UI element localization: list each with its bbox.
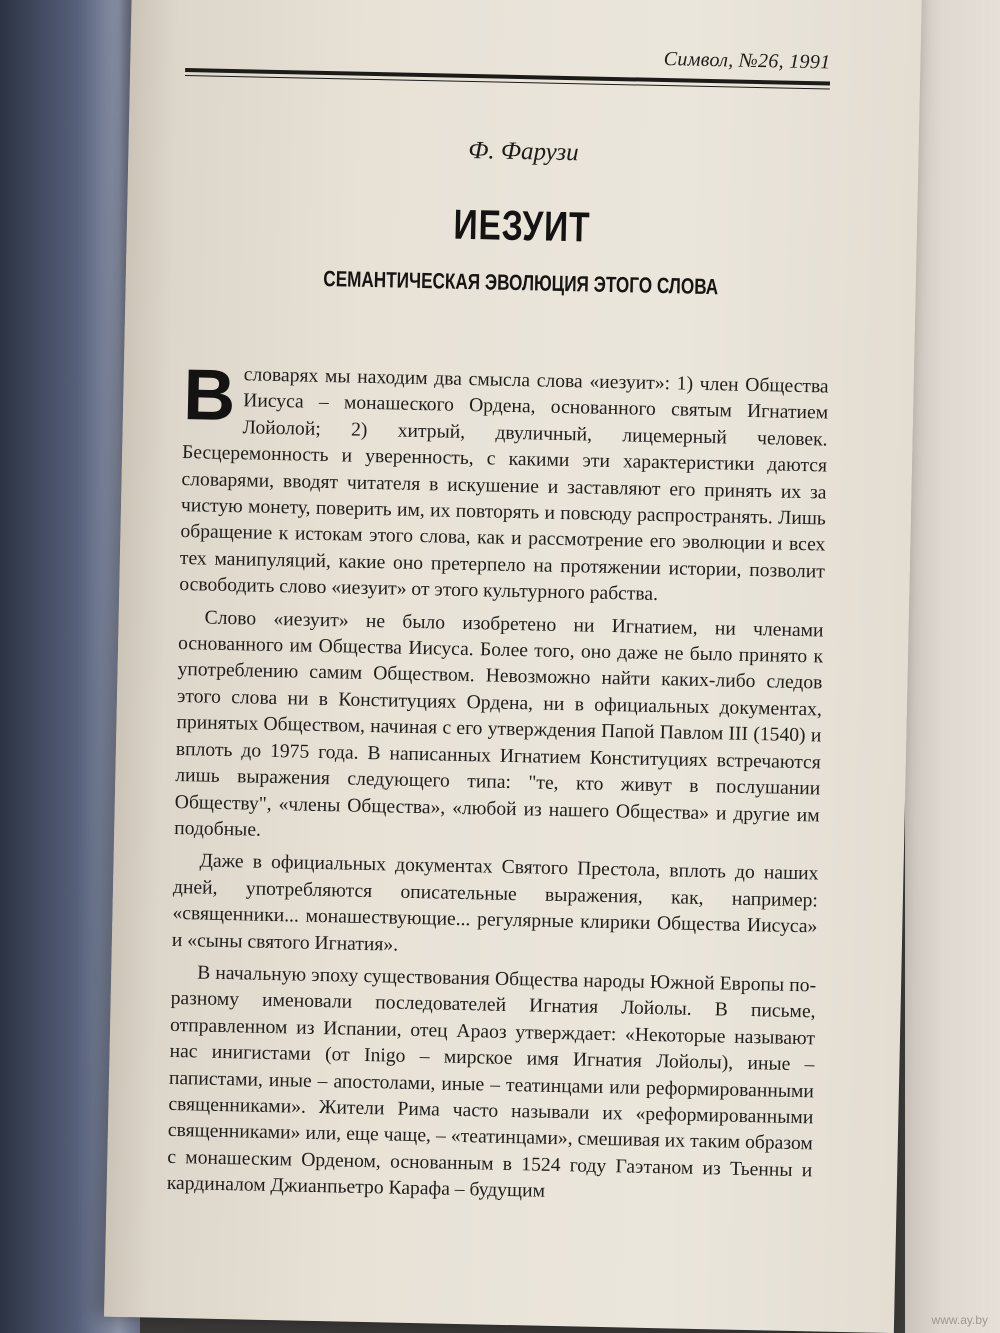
article-title: ИЕЗУИТ <box>453 200 591 251</box>
page-header <box>185 38 831 91</box>
watermark: www.ay.by <box>931 1313 988 1327</box>
paragraph: Даже в официальных документах Святого Престола, вплоть до наших дней, употребляются описательные выражения, как, например: «священники... монашествующие... регулярные клирики Общества Иисуса» и «сыны святого Игнатия». <box>171 850 819 956</box>
paragraph: Слово «иезуит» не было изобретено ни Игнатием, ни членами основанного им Общества Иисуса. Более того, оно даже не было принято к употреблению самим Обществом. Невозможно найти каких-либо следов этого слова ни в Конституциях Ордена, ни в официальных документах, принятых Обществом, начиная с его утверждения Папой Павлом III (1540) и вплоть до 1975 года. В написанных Игнатием Конституциях встречаются лишь выражения следующего типа: "те, кто живут в послушании Обществу", «члены Общества», «любой из нашего Общества» и другие им подобные. <box>174 607 824 841</box>
table-surface <box>905 0 1000 1333</box>
article-body <box>166 355 829 1217</box>
paragraph: В начальную эпоху существования Общества народы Южной Европы по-разному именовали последователей Игнатия Лойолы. В письме, отправленном из Испании, отец Араоз утверждает: «Некоторые называют нас инигистами (от Inigo – мирское имя Игнатия Лойолы), иные – папистами, иные – апостолами, иные – театинцами или реформированными священниками». Жители Рима часто называли их «реформированными священниками» или, еще чаще, – «театинцами», смешивая их таким образом с монашеским Орденом, основанным в 1524 году Гаэтаном из Тьенны и кардиналом Джианпьетро Карафа – будущим <box>166 962 817 1202</box>
drop-cap: В <box>182 355 237 437</box>
book-page <box>104 0 922 1333</box>
article-subtitle: СЕМАНТИЧЕСКАЯ ЭВОЛЮЦИЯ ЭТОГО СЛОВА <box>323 265 719 300</box>
running-head: Символ, №26, 1991 <box>663 48 831 74</box>
paragraph-text: словарях мы находим два смысла слова «иезуит»: 1) член Общества Иисуса – монашеского Ордена, основанного святым Игнатием Лойолой; 2) хитрый, двуличный, лицемерный человек. Бесцеремонность и уверенность, с какими эти характеристики даются словарями, вводят читателя в искушение и заставляют его принять их за чистую монету, поверить им, их повторять и повсюду распространять. Лишь обращение к истокам этого слова, как и рассмотрение его эволюции и всех тех манипуляций, какие оно претерпело на протяжении истории, позволит освободить слово «иезуит» от этого культурного рабства. <box>179 364 829 606</box>
author-name: Ф. Фарузи <box>468 136 579 167</box>
paragraph <box>179 355 829 612</box>
